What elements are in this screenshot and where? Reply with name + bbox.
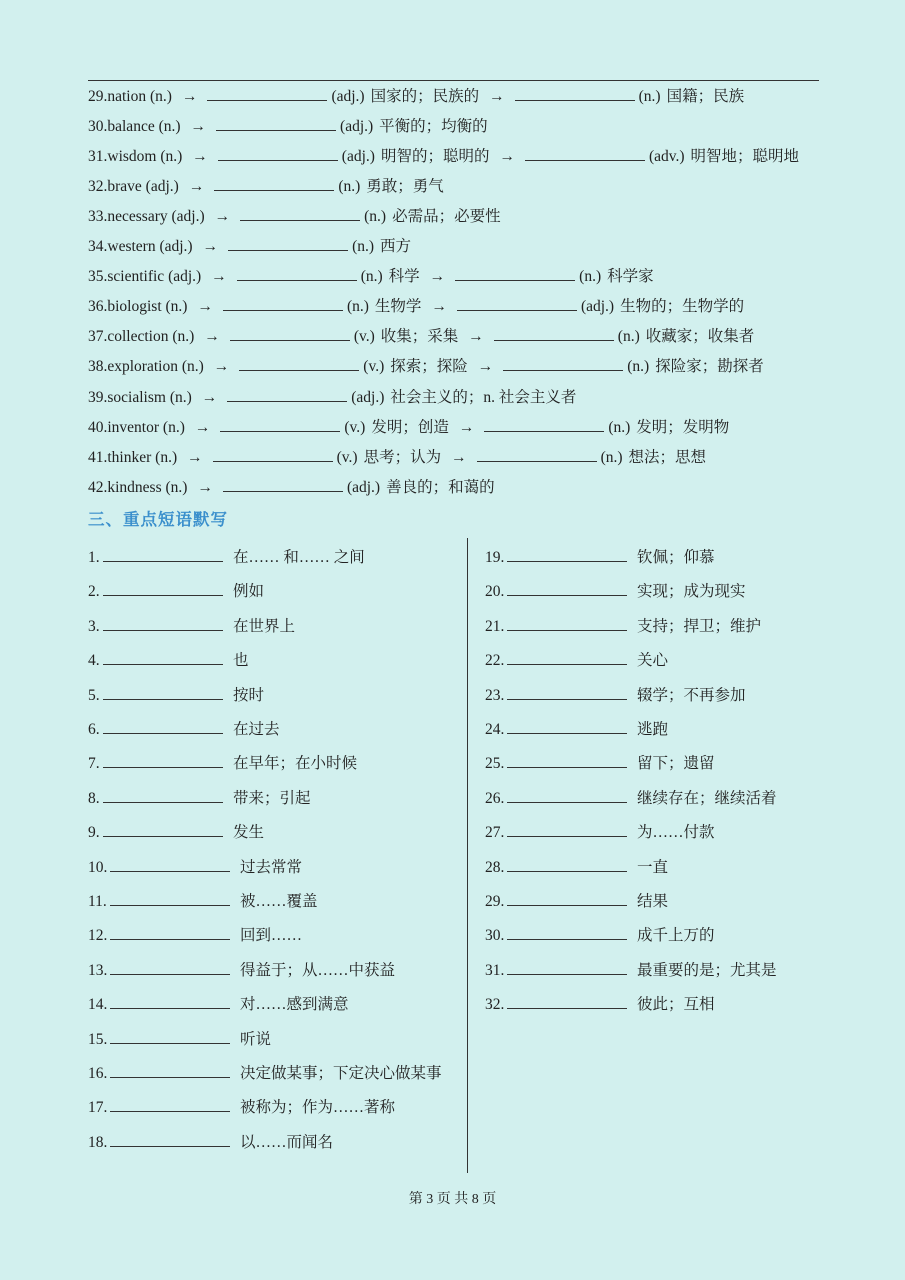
part-of-speech: (n.)	[165, 298, 188, 316]
arrow-icon: →	[202, 238, 219, 256]
target-part-of-speech: (n.)	[638, 88, 661, 105]
phrase-meaning: 在…… 和…… 之间	[233, 549, 365, 566]
answer-blank[interactable]	[207, 85, 327, 101]
phrase-row	[88, 719, 280, 741]
answer-blank[interactable]	[227, 386, 347, 402]
target-part-of-speech: (n.)	[360, 268, 383, 286]
phrase-answer-blank[interactable]	[507, 581, 627, 596]
answer-blank[interactable]	[230, 325, 350, 341]
phrase-meaning: 逃跑	[637, 721, 669, 738]
target-part-of-speech: (n.)	[627, 358, 650, 376]
chinese-meaning: 勇敢；勇气	[366, 178, 444, 196]
part-of-speech: (n.)	[162, 418, 185, 436]
phrase-meaning: 决定做某事；下定决心做某事	[240, 1065, 442, 1082]
part-of-speech: (n.)	[158, 118, 181, 136]
phrase-answer-blank[interactable]	[507, 822, 627, 837]
arrow-icon: →	[468, 328, 484, 346]
chinese-meaning: 明智地；聪明地	[690, 148, 800, 166]
part-of-speech: (n.)	[181, 358, 204, 376]
phrase-row	[485, 788, 777, 810]
target-part-of-speech: (adj.)	[331, 88, 365, 105]
arrow-icon: →	[499, 148, 515, 166]
phrase-row	[88, 616, 295, 638]
phrase-number: 14.	[88, 996, 108, 1014]
phrase-number: 26.	[485, 789, 505, 807]
phrase-number: 31.	[485, 961, 505, 979]
phrase-number: 6.	[88, 721, 100, 738]
phrase-number: 22.	[485, 652, 505, 670]
phrase-meaning: 对……感到满意	[240, 996, 349, 1014]
chinese-meaning: 收集；采集	[380, 328, 459, 346]
phrase-row	[88, 960, 395, 982]
target-part-of-speech: (v.)	[344, 418, 366, 436]
answer-blank[interactable]	[216, 115, 336, 131]
arrow-icon: →	[192, 148, 208, 166]
source-word: western	[107, 238, 156, 256]
answer-blank[interactable]	[220, 416, 340, 432]
phrase-meaning: 为……付款	[637, 824, 715, 842]
phrase-number: 16.	[88, 1065, 108, 1082]
phrase-answer-blank[interactable]	[110, 891, 230, 906]
part-of-speech: (n.)	[169, 388, 192, 406]
top-divider	[88, 80, 819, 81]
phrase-number: 19.	[485, 549, 505, 566]
phrase-answer-blank[interactable]	[507, 925, 627, 940]
phrase-meaning: 成千上万的	[637, 927, 715, 945]
phrase-row	[88, 788, 311, 810]
phrase-answer-blank[interactable]	[507, 994, 627, 1009]
chinese-meaning: 科学家	[607, 268, 654, 286]
phrase-answer-blank[interactable]	[110, 1029, 230, 1044]
phrase-answer-blank[interactable]	[507, 547, 627, 562]
answer-blank[interactable]	[457, 295, 577, 311]
word-row	[88, 476, 495, 500]
source-word: exploration	[107, 358, 178, 376]
phrase-number: 2.	[88, 583, 100, 601]
phrase-answer-blank[interactable]	[507, 650, 627, 665]
arrow-icon: →	[451, 448, 467, 466]
phrase-meaning: 实现；成为现实	[637, 583, 746, 601]
phrase-row	[485, 719, 668, 741]
word-row	[88, 115, 488, 139]
arrow-icon: →	[188, 178, 205, 196]
chinese-meaning: 国籍；民族	[666, 88, 745, 105]
phrase-answer-blank[interactable]	[103, 788, 223, 803]
phrase-meaning: 得益于；从……中获益	[240, 961, 396, 979]
arrow-icon: →	[477, 358, 494, 376]
source-word: necessary	[107, 208, 168, 226]
phrase-meaning: 按时	[233, 686, 265, 704]
phrase-number: 25.	[485, 755, 505, 773]
chinese-meaning: 发明；发明物	[636, 418, 730, 436]
phrase-row	[88, 1097, 395, 1119]
phrase-row	[88, 547, 365, 569]
target-part-of-speech: (n.)	[617, 328, 640, 346]
phrase-meaning: 辍学；不再参加	[637, 686, 746, 704]
phrase-number: 4.	[88, 652, 100, 670]
phrase-row	[88, 753, 357, 775]
phrase-row	[88, 994, 349, 1016]
chinese-meaning: 探索；探险	[390, 358, 468, 376]
word-row	[88, 325, 754, 349]
arrow-icon: →	[489, 88, 505, 105]
source-word: biologist	[107, 298, 162, 316]
answer-blank[interactable]	[237, 265, 357, 281]
phrase-row	[88, 1029, 271, 1051]
phrase-row	[88, 822, 264, 844]
chinese-meaning: 生物学	[374, 298, 422, 316]
target-part-of-speech: (v.)	[363, 358, 385, 376]
phrase-number: 29.	[485, 893, 505, 910]
phrase-row	[485, 581, 746, 603]
phrase-meaning: 回到……	[240, 927, 303, 945]
phrase-number: 21.	[485, 617, 505, 635]
phrase-number: 17.	[88, 1099, 108, 1117]
phrase-row	[485, 547, 715, 569]
phrase-row	[88, 650, 249, 672]
phrase-number: 1.	[88, 549, 100, 566]
phrase-answer-blank[interactable]	[103, 685, 223, 700]
phrase-row	[88, 685, 264, 707]
phrase-answer-blank[interactable]	[103, 719, 223, 734]
phrase-row	[88, 857, 302, 879]
arrow-icon: →	[431, 298, 447, 316]
phrase-row	[485, 616, 761, 638]
source-word: thinker	[107, 448, 152, 466]
word-row	[88, 175, 444, 199]
word-number: 42.	[88, 478, 108, 496]
phrase-answer-blank[interactable]	[110, 1097, 230, 1112]
phrase-meaning: 被……覆盖	[240, 893, 318, 910]
section-title: 三、重点短语默写	[88, 510, 228, 529]
phrase-number: 24.	[485, 721, 505, 738]
answer-blank[interactable]	[214, 175, 334, 191]
word-number: 30.	[88, 118, 108, 136]
phrase-number: 10.	[88, 858, 108, 876]
part-of-speech: (adj.)	[159, 238, 193, 256]
phrase-meaning: 最重要的是；尤其是	[637, 961, 777, 979]
phrase-answer-blank[interactable]	[110, 960, 230, 975]
phrase-meaning: 听说	[240, 1030, 272, 1048]
phrase-answer-blank[interactable]	[110, 857, 230, 872]
chinese-meaning: 探险家；勘探者	[655, 358, 764, 376]
chinese-meaning: 思考；认为	[363, 448, 442, 466]
phrase-number: 9.	[88, 824, 100, 842]
phrase-meaning: 彼此；互相	[637, 996, 715, 1014]
word-row	[88, 85, 744, 109]
chinese-meaning: 善良的；和蔼的	[386, 478, 495, 496]
answer-blank[interactable]	[218, 145, 338, 161]
word-row	[88, 386, 576, 410]
answer-blank[interactable]	[228, 235, 348, 251]
answer-blank[interactable]	[240, 205, 360, 221]
phrase-answer-blank[interactable]	[507, 857, 627, 872]
word-number: 35.	[88, 268, 108, 286]
chinese-meaning: 国家的；民族的	[370, 88, 480, 105]
source-word: scientific	[107, 268, 165, 286]
phrase-answer-blank[interactable]	[507, 788, 627, 803]
phrase-number: 15.	[88, 1030, 108, 1048]
part-of-speech: (n.)	[155, 448, 178, 466]
phrase-answer-blank[interactable]	[507, 685, 627, 700]
phrase-row	[485, 857, 668, 879]
page-footer: 第 3 页 共 8 页	[408, 1192, 497, 1207]
part-of-speech: (n.)	[150, 88, 172, 105]
answer-blank[interactable]	[525, 145, 645, 161]
phrase-row	[88, 925, 302, 947]
word-number: 31.	[88, 148, 108, 166]
word-row	[88, 416, 729, 440]
phrase-meaning: 发生	[233, 824, 265, 842]
part-of-speech: (adj.)	[171, 208, 205, 226]
source-word: nation	[107, 88, 147, 105]
phrase-number: 3.	[88, 617, 100, 635]
answer-blank[interactable]	[239, 355, 359, 371]
phrase-meaning: 钦佩；仰慕	[637, 549, 715, 566]
phrase-row	[485, 994, 715, 1016]
phrase-meaning: 在早年；在小时候	[233, 755, 358, 773]
target-part-of-speech: (adj.)	[580, 298, 615, 316]
phrase-number: 13.	[88, 961, 108, 979]
source-word: socialism	[107, 388, 166, 406]
phrase-meaning: 例如	[233, 583, 265, 601]
chinese-meaning: 平衡的；均衡的	[379, 118, 488, 136]
phrase-answer-blank[interactable]	[103, 822, 223, 837]
phrase-row	[485, 960, 777, 982]
phrase-row	[88, 1063, 442, 1085]
target-part-of-speech: (n.)	[579, 268, 602, 286]
answer-blank[interactable]	[223, 476, 343, 492]
target-part-of-speech: (v.)	[336, 448, 358, 466]
word-row	[88, 446, 706, 470]
answer-blank[interactable]	[484, 416, 604, 432]
answer-blank[interactable]	[515, 85, 635, 101]
arrow-icon: →	[197, 478, 213, 496]
phrase-meaning: 过去常常	[240, 858, 303, 876]
chinese-meaning: 社会主义的；n. 社会主义者	[390, 388, 577, 406]
arrow-icon: →	[213, 358, 230, 376]
phrase-number: 32.	[485, 996, 505, 1014]
phrase-answer-blank[interactable]	[507, 719, 627, 734]
target-part-of-speech: (adj.)	[351, 388, 385, 406]
target-part-of-speech: (n.)	[346, 298, 369, 316]
arrow-icon: →	[204, 328, 220, 346]
phrase-answer-blank[interactable]	[103, 753, 223, 768]
word-number: 34.	[88, 238, 108, 256]
phrase-number: 23.	[485, 686, 505, 704]
chinese-meaning: 收藏家；收集者	[645, 328, 755, 346]
answer-blank[interactable]	[503, 355, 623, 371]
phrase-meaning: 在世界上	[233, 617, 296, 635]
answer-blank[interactable]	[455, 265, 575, 281]
phrase-row	[88, 1132, 333, 1154]
phrase-number: 7.	[88, 755, 100, 773]
chinese-meaning: 发明；创造	[371, 418, 449, 436]
phrase-answer-blank[interactable]	[103, 650, 223, 665]
source-word: inventor	[107, 418, 160, 436]
phrase-number: 20.	[485, 583, 505, 601]
phrase-row	[485, 753, 715, 775]
phrase-row	[485, 891, 668, 913]
part-of-speech: (n.)	[160, 148, 183, 166]
arrow-icon: →	[181, 88, 198, 105]
target-part-of-speech: (adv.)	[648, 148, 685, 166]
phrase-number: 11.	[88, 893, 107, 910]
phrase-meaning: 被称为；作为……著称	[240, 1099, 396, 1117]
phrase-row	[485, 650, 668, 672]
phrase-meaning: 也	[233, 652, 249, 670]
phrase-number: 5.	[88, 686, 100, 704]
word-number: 32.	[88, 178, 108, 196]
phrase-meaning: 以……而闻名	[240, 1133, 334, 1151]
phrase-number: 30.	[485, 927, 505, 945]
target-part-of-speech: (n.)	[338, 178, 361, 196]
chinese-meaning: 生物的；生物学的	[620, 298, 745, 316]
chinese-meaning: 科学	[388, 268, 420, 286]
target-part-of-speech: (adj.)	[341, 148, 375, 166]
word-number: 38.	[88, 358, 108, 376]
word-number: 39.	[88, 388, 108, 406]
phrase-meaning: 支持；捍卫；维护	[637, 617, 762, 635]
chinese-meaning: 明智的；聪明的	[380, 148, 490, 166]
chinese-meaning: 必需品；必要性	[392, 208, 501, 226]
phrase-answer-blank[interactable]	[103, 616, 223, 631]
phrase-row	[88, 581, 264, 603]
source-word: brave	[107, 178, 142, 196]
phrase-answer-blank[interactable]	[103, 547, 223, 562]
part-of-speech: (n.)	[172, 328, 195, 346]
word-row	[88, 265, 654, 289]
phrase-row	[485, 685, 746, 707]
phrase-number: 18.	[88, 1133, 108, 1151]
answer-blank[interactable]	[213, 446, 333, 462]
arrow-icon: →	[201, 388, 218, 406]
source-word: wisdom	[107, 148, 157, 166]
phrase-number: 8.	[88, 789, 100, 807]
word-number: 29.	[88, 88, 108, 105]
phrase-answer-blank[interactable]	[110, 1132, 230, 1147]
part-of-speech: (n.)	[165, 478, 188, 496]
source-word: collection	[107, 328, 169, 346]
phrase-answer-blank[interactable]	[110, 925, 230, 940]
word-number: 37.	[88, 328, 108, 346]
phrase-answer-blank[interactable]	[507, 891, 627, 906]
arrow-icon: →	[190, 118, 207, 136]
arrow-icon: →	[211, 268, 227, 286]
phrase-answer-blank[interactable]	[507, 616, 627, 631]
arrow-icon: →	[187, 448, 203, 466]
arrow-icon: →	[458, 418, 475, 436]
phrase-row	[485, 822, 715, 844]
arrow-icon: →	[429, 268, 446, 286]
chinese-meaning: 西方	[380, 238, 412, 256]
word-number: 33.	[88, 208, 108, 226]
phrase-answer-blank[interactable]	[507, 753, 627, 768]
phrase-number: 12.	[88, 927, 108, 945]
phrase-meaning: 关心	[637, 652, 669, 670]
phrase-answer-blank[interactable]	[110, 994, 230, 1009]
word-number: 40.	[88, 418, 108, 436]
target-part-of-speech: (v.)	[353, 328, 375, 346]
target-part-of-speech: (n.)	[608, 418, 631, 436]
arrow-icon: →	[197, 298, 213, 316]
phrase-meaning: 在过去	[233, 721, 280, 738]
answer-blank[interactable]	[477, 446, 597, 462]
phrase-row	[485, 925, 715, 947]
word-row	[88, 235, 411, 259]
target-part-of-speech: (n.)	[600, 448, 623, 466]
phrase-meaning: 继续存在；继续活着	[637, 789, 777, 807]
word-number: 41.	[88, 448, 108, 466]
answer-blank[interactable]	[223, 295, 343, 311]
chinese-meaning: 想法；思想	[628, 448, 707, 466]
phrase-row	[88, 891, 318, 913]
target-part-of-speech: (adj.)	[340, 118, 374, 136]
word-row	[88, 355, 764, 379]
target-part-of-speech: (n.)	[364, 208, 387, 226]
word-row	[88, 145, 799, 169]
phrase-answer-blank[interactable]	[103, 581, 223, 596]
source-word: kindness	[107, 478, 162, 496]
part-of-speech: (adj.)	[145, 178, 179, 196]
phrase-meaning: 一直	[637, 858, 669, 876]
column-divider	[467, 538, 468, 1173]
word-row	[88, 205, 501, 229]
word-row	[88, 295, 744, 319]
phrase-number: 28.	[485, 858, 505, 876]
answer-blank[interactable]	[494, 325, 614, 341]
phrase-number: 27.	[485, 824, 505, 842]
target-part-of-speech: (n.)	[352, 238, 375, 256]
arrow-icon: →	[214, 208, 231, 226]
phrase-meaning: 带来；引起	[233, 789, 311, 807]
phrase-answer-blank[interactable]	[110, 1063, 230, 1078]
word-number: 36.	[88, 298, 108, 316]
source-word: balance	[107, 118, 155, 136]
target-part-of-speech: (adj.)	[346, 478, 381, 496]
phrase-meaning: 结果	[637, 893, 669, 910]
arrow-icon: →	[194, 418, 211, 436]
phrase-meaning: 留下；遗留	[637, 755, 715, 773]
phrase-answer-blank[interactable]	[507, 960, 627, 975]
part-of-speech: (adj.)	[168, 268, 202, 286]
